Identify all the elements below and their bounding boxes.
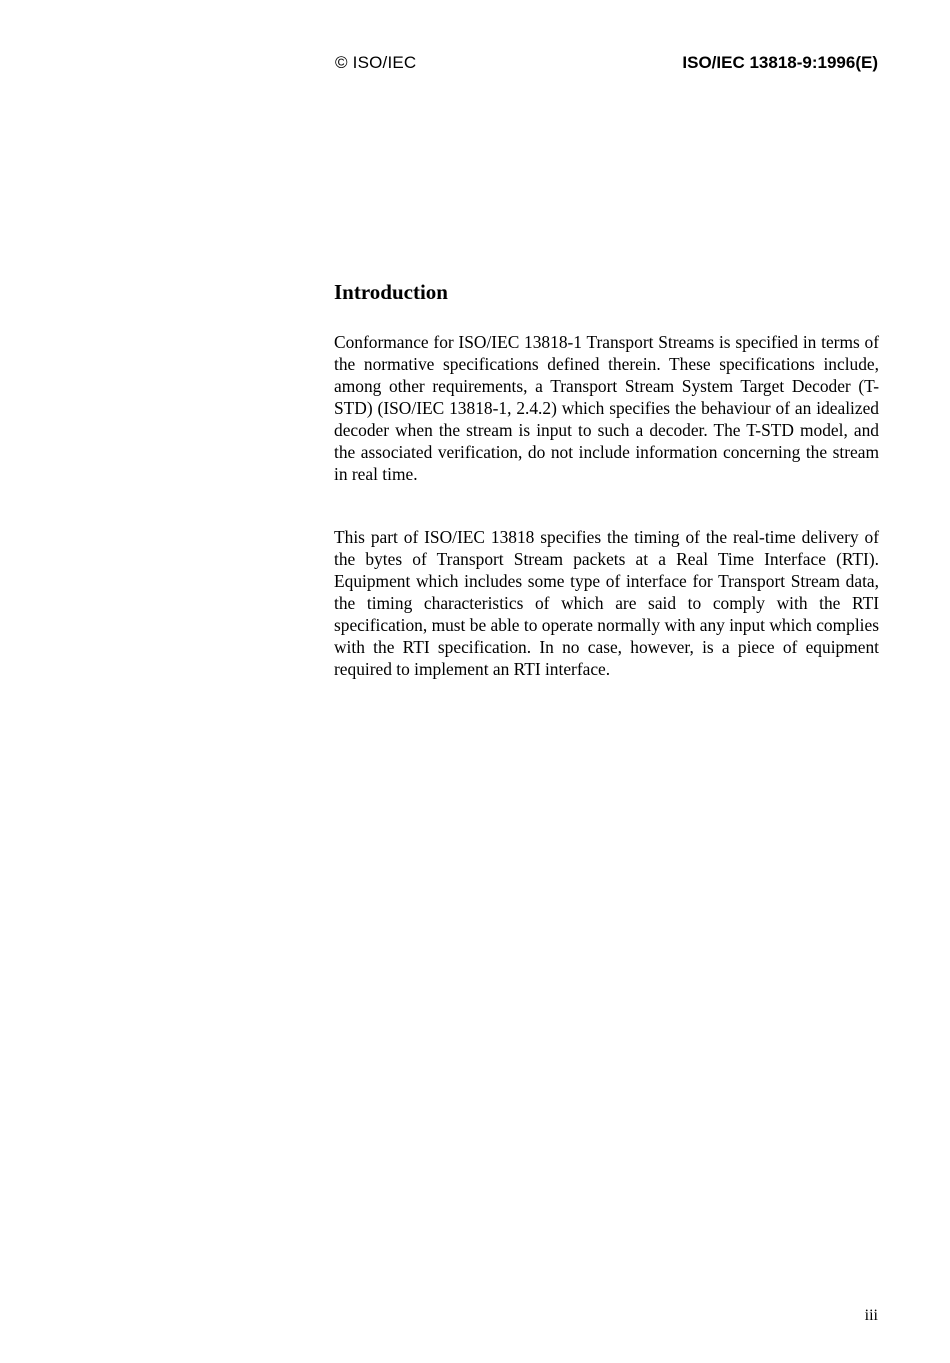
intro-paragraph-2: This part of ISO/IEC 13818 specifies the timing of the real-time delivery of the bytes of Transport Stream packets at a Real Time Interface (RTI). Equipment which includes some type of interface for Transport Stream data, the timing characteristics of which are said to comply with the RTI specification, must be able to operate normally with any input which complies with the RTI specification. In no case, however, is a piece of equipment required to implement an RTI interface. [334, 527, 879, 679]
page-number: iii [864, 1307, 878, 1324]
copyright-header: © ISO/IEC [335, 53, 417, 72]
intro-paragraph-1: Conformance for ISO/IEC 13818-1 Transport Streams is specified in terms of the normative specifications defined therein. These specifications include, among other requirements, a Transport Stream System Target Decoder (T-STD) (ISO/IEC 13818-1, 2.4.2) which specifies the behaviour of an idealized decoder when the stream is input to such a decoder. The T-STD model, and the associated verification, do not include information concerning the stream in real time. [334, 332, 879, 484]
section-title: Introduction [334, 280, 448, 304]
standard-number-header: ISO/IEC 13818-9:1996(E) [682, 53, 878, 72]
